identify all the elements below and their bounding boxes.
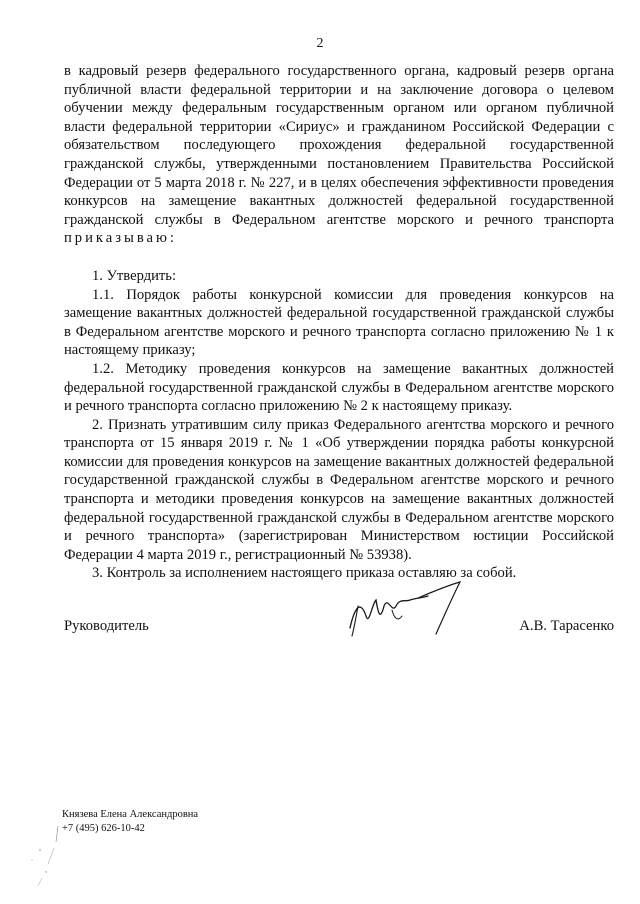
item-1-1: 1.1. Порядок работы конкурсной комиссии для проведения конкурсов на замещение вакантных должностей федеральной государственной гражданской службы в Федеральном агентстве морского и речного транспорта согласно приложению № 1 к настоящему приказу; — [64, 286, 614, 359]
item-3: 3. Контроль за исполнением настоящего приказа оставляю за собой. — [92, 565, 517, 582]
document-body — [64, 62, 614, 583]
scan-artifacts — [18, 820, 78, 890]
item-1: 1. Утвердить: — [92, 267, 177, 284]
handwritten-signature — [336, 576, 476, 646]
executor-contact — [62, 808, 198, 836]
executor-name: Князева Елена Александровна — [62, 809, 199, 820]
intro-paragraph — [64, 62, 614, 248]
item-1-2: 1.2. Методику проведения конкурсов на замещение вакантных должностей федеральной государственной гражданской службы в Федеральном агентстве морского и речного транспорта согласно приложению № 2 к настоящему приказу. — [64, 360, 614, 415]
item-2: 2. Признать утратившим силу приказ Федерального агентства морского и речного транспорта от 15 января 2019 г. № 1 «Об утверждении порядка работы конкурсной комиссии для проведения конкурсов на замещение вакантных должностей федеральной государственной гражданской службы в Федеральном агентстве морского и речного транспорта и методики проведения конкурсов на замещение вакантных должностей федеральной государственной гражданской службы в Федеральном агентстве морского и речного транспорта» (зарегистрирован Министерством юстиции Российской Федерации 4 марта 2019 г., регистрационный № 53938). — [64, 416, 614, 563]
order-word: приказываю: — [64, 230, 177, 247]
executor-phone: +7 (495) 626-10-42 — [62, 823, 145, 834]
signer-name: А.В. Тарасенко — [519, 618, 614, 634]
intro-text: в кадровый резерв федерального государственного органа, кадровый резерв органа публичной власти федеральной территории и на заключение договора о целевом обучении между федеральным государственным органом или органом публичной власти федеральной территории «Сириус» и гражданином Российской Федерации с обязательством последующего прохождения федеральной государственной гражданской службы, утвержденными постановлением Правительства Российской Федерации от 5 марта 2018 г. № 227, и в целях обеспечения эффективности проведения конкурсов на замещение вакантных должностей федеральной государственной гражданской службы в Федеральном агентстве морского и речного транспорта — [64, 63, 614, 228]
signer-title: Руководитель — [64, 618, 149, 634]
page-number: 2 — [316, 36, 324, 51]
